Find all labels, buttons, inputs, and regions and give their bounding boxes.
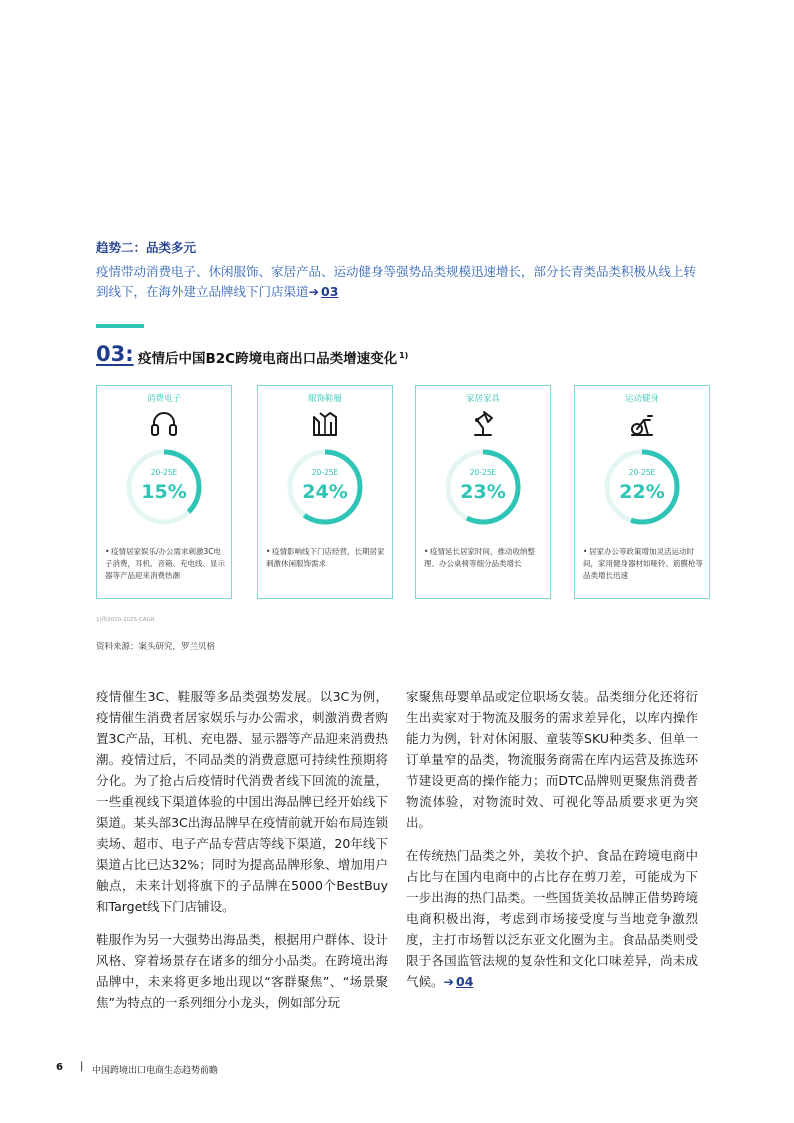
category-card-home <box>415 385 551 599</box>
growth-value: 22% <box>619 481 665 503</box>
card-label: 消费电子 <box>146 394 181 404</box>
period-label: 20-25E <box>150 468 178 477</box>
paragraph: 鞋服作为另一大强势出海品类，根据用户群体、设计风格、穿着场景存在诸多的细分小品类。在跨境出海品牌中，未来将更多地出现以“客群聚焦”、“场景聚焦”为特点的一系列细分小龙头，例如部分玩 <box>96 932 388 1010</box>
card-note: • 疫情影响线下门店经营，长期居家刺激休闲服饰需求 <box>266 547 385 568</box>
card-note-text: 居家办公等政策增加灵活运动时间，家用健身器材如哑铃、筋膜枪等品类增长迅速 <box>583 547 703 580</box>
card-note: • 疫情居家娱乐/办公需求刺激3C电子消费，耳机、音箱、充电线、显示器等产品迎来消费热潮 <box>105 547 225 580</box>
footer-title: 中国跨境出口电商生态趋势前瞻 <box>92 1066 219 1076</box>
figure-title-footnote-mark: 1) <box>399 350 409 360</box>
paragraph: 疫情催生3C、鞋服等多品类强势发展。以3C为例，疫情催生消费者居家娱乐与办公需求，刺激消费者购置3C产品，耳机、充电器、显示器等产品迎来消费热潮。疫情过后，不同品类的消费意愿可持续性预期将分化。为了抢占后疫情时代消费者线下回流的流量，一些重视线下渠道体验的中国出海品牌已经开始线下渠道。某头部3C出海品牌早在疫情前就开始布局连锁卖场、超市、电子产品专营店等线下渠道，20年线下渠道占比已达32%；同时为提高品牌形象、增加用户触点，未来计划将旗下的子品牌在5000个BestBuy和Target线下门店铺设。 <box>96 689 388 914</box>
figure-ref-link[interactable]: 03 <box>321 284 339 299</box>
figure-title <box>138 347 408 367</box>
trend-title: 趋势二：品类多元 <box>96 240 197 255</box>
card-note-text: 疫情延长居家时间，推动收纳整理、办公桌椅等细分品类增长 <box>424 547 535 568</box>
card-note-text: 疫情影响线下门店经营，长期居家刺激休闲服饰需求 <box>266 547 385 568</box>
growth-value: 24% <box>302 481 348 503</box>
growth-value: 15% <box>141 481 187 503</box>
arrow-right-icon: ➔ <box>443 974 454 989</box>
headphones-icon <box>148 408 180 440</box>
trend-body <box>96 262 706 302</box>
jacket-icon <box>309 408 341 440</box>
arrow-right-icon: ➔ <box>308 284 319 299</box>
period-label: 20-25E <box>469 468 497 477</box>
card-note: • 疫情延长居家时间，推动收纳整理、办公桌椅等细分品类增长 <box>424 547 535 568</box>
card-label: 运动健身 <box>624 394 659 404</box>
card-note: • 居家办公等政策增加灵活运动时间，家用健身器材如哑铃、筋膜枪等品类增长迅速 <box>583 547 703 580</box>
page-number: 6 <box>56 1062 63 1073</box>
desk-lamp-icon <box>467 408 499 440</box>
figure-source: 资料来源：案头研究，罗兰贝格 <box>96 642 216 652</box>
category-card-electronics <box>96 385 232 599</box>
card-label: 服饰鞋履 <box>307 394 342 404</box>
period-label: 20-25E <box>628 468 656 477</box>
card-note-text: 疫情居家娱乐/办公需求刺激3C电子消费，耳机、音箱、充电线、显示器等产品迎来消费热潮 <box>105 547 225 580</box>
paragraph-text: 在传统热门品类之外，美妆个护、食品在跨境电商中占比与在国内电商中的占比存在剪刀差，可能成为下一步出海的热门品类。一些国货美妆品牌正借势跨境电商积极出海，考虑到市场接受度与当地竞争激烈度，主打市场暂以泛东亚文化圈为主。食品品类则受限于各国监管法规的复杂性和文化口味差异，尚未成气候。 <box>406 848 698 989</box>
category-card-fitness <box>574 385 710 599</box>
exercise-bike-icon <box>626 408 658 440</box>
footer-separator: | <box>80 1061 84 1072</box>
section-ref-link[interactable]: 04 <box>456 974 474 989</box>
paragraph <box>406 845 698 992</box>
figure-number: 03: <box>96 342 134 366</box>
category-card-apparel <box>257 385 393 599</box>
paragraph: 家聚焦母婴单品或定位职场女装。品类细分化还将衍生出卖家对于物流及服务的需求差异化，以库内操作能力为例，针对休闲服、童装等SKU种类多、但单一订单量窄的品类，物流服务商需在库内运营及拣选环节建设更高的操作能力；而DTC品牌则更聚焦消费者物流体验，对物流时效、可视化等品质要求更为突出。 <box>406 689 698 830</box>
card-label: 家居家具 <box>465 394 500 404</box>
section-divider <box>96 324 144 328</box>
figure-footnote: 1)指2020-2025 CAGR <box>96 617 155 623</box>
trend-body-text: 疫情带动消费电子、休闲服饰、家居产品、运动健身等强势品类规模迅速增长，部分长青类品类积极从线上转到线下，在海外建立品牌线下门店渠道 <box>96 264 697 299</box>
figure-title-text: 疫情后中国B2C跨境电商出口品类增速变化 <box>138 351 398 367</box>
period-label: 20-25E <box>311 468 339 477</box>
left-column <box>96 686 388 1025</box>
right-column <box>406 686 698 1004</box>
growth-value: 23% <box>460 481 506 503</box>
